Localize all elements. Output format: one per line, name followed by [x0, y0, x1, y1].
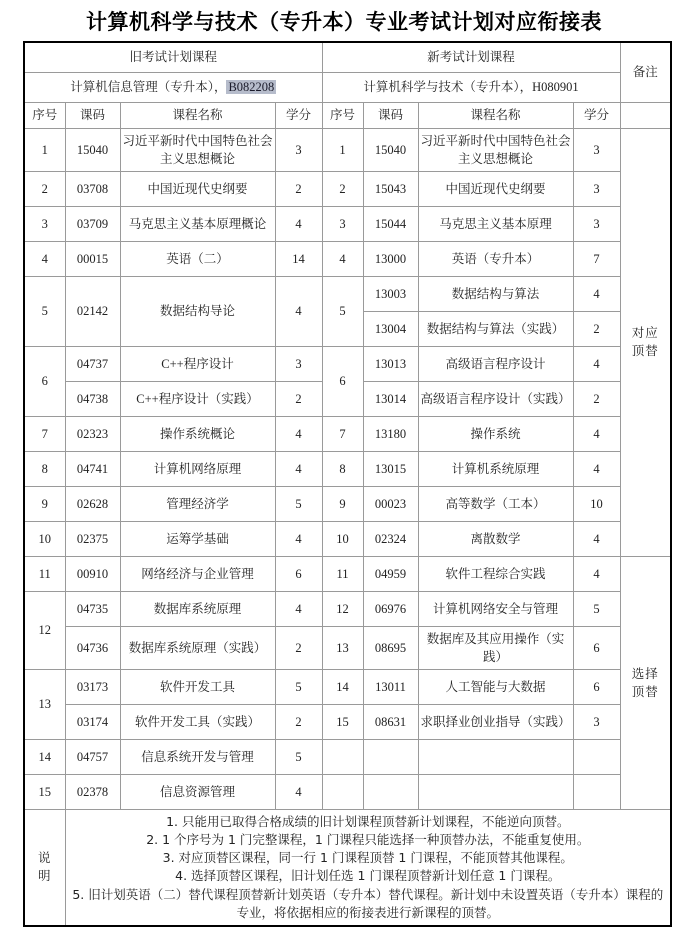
- new-credit: [573, 775, 620, 810]
- table-row: [24, 416, 671, 451]
- old-course-name: 中国近现代史纲要: [120, 171, 275, 206]
- table-row: [24, 451, 671, 486]
- old-code: 02378: [65, 775, 120, 810]
- new-credit: 7: [573, 241, 620, 276]
- new-code: 15040: [363, 128, 418, 171]
- note-item: 1. 只能用已取得合格成绩的旧计划课程顶替新计划课程，不能逆向顶替。: [166, 814, 570, 829]
- old-course-name: 管理经济学: [120, 486, 275, 521]
- new-credit: 3: [573, 128, 620, 171]
- table-row: [24, 128, 671, 171]
- new-credit: 3: [573, 705, 620, 740]
- table-row: [24, 626, 671, 669]
- old-course-name: 信息资源管理: [120, 775, 275, 810]
- new-credit: 10: [573, 486, 620, 521]
- table-row: [24, 206, 671, 241]
- new-code: 13014: [363, 381, 418, 416]
- old-code: 03709: [65, 206, 120, 241]
- old-code: 04736: [65, 626, 120, 669]
- new-seq: 7: [322, 416, 363, 451]
- old-course-name: C++程序设计（实践）: [120, 381, 275, 416]
- new-seq: [322, 775, 363, 810]
- table-row: [24, 705, 671, 740]
- new-course-name: [418, 740, 573, 775]
- old-code: 04757: [65, 740, 120, 775]
- old-seq: 9: [24, 486, 65, 521]
- old-credit: 2: [275, 705, 322, 740]
- note-item: 3. 对应顶替区课程，同一行 1 门课程顶替 1 门课程，不能顶替其他课程。: [162, 850, 573, 866]
- new-seq: 11: [322, 556, 363, 591]
- table-group-header-row: [24, 42, 671, 72]
- note-item: 2. 1 个序号为 1 门完整课程，1 门课程只能选择一种顶替办法，不能重复使用。: [146, 832, 590, 848]
- old-seq: 13: [24, 670, 65, 740]
- new-credit: 5: [573, 591, 620, 626]
- old-code: 03173: [65, 670, 120, 705]
- new-course-name: 数据结构与算法: [418, 276, 573, 311]
- new-course-name: 数据结构与算法（实践）: [418, 311, 573, 346]
- old-credit: 3: [275, 128, 322, 171]
- new-seq: [322, 740, 363, 775]
- table-row: [24, 521, 671, 556]
- new-code: 13011: [363, 670, 418, 705]
- new-seq: 5: [322, 276, 363, 346]
- new-credit: [573, 740, 620, 775]
- table-row: [24, 346, 671, 381]
- new-code: 13004: [363, 311, 418, 346]
- new-seq: 10: [322, 521, 363, 556]
- new-credit: 6: [573, 670, 620, 705]
- old-code: 00015: [65, 241, 120, 276]
- new-credit: 2: [573, 381, 620, 416]
- new-course-name: 马克思主义基本原理: [418, 206, 573, 241]
- table-row: [24, 740, 671, 775]
- old-code: 02375: [65, 521, 120, 556]
- old-course-name: 习近平新时代中国特色社会主义思想概论: [120, 128, 275, 171]
- col-header-new-seq: 序号: [322, 102, 363, 128]
- new-code: 13003: [363, 276, 418, 311]
- old-code: 15040: [65, 128, 120, 171]
- old-seq: 2: [24, 171, 65, 206]
- new-code: 13000: [363, 241, 418, 276]
- old-credit: 4: [275, 591, 322, 626]
- new-course-name: 离散数学: [418, 521, 573, 556]
- page-title: 计算机科学与技术（专升本）专业考试计划对应衔接表: [86, 10, 602, 34]
- new-code: 06976: [363, 591, 418, 626]
- new-seq: 12: [322, 591, 363, 626]
- new-seq: 2: [322, 171, 363, 206]
- new-credit: 2: [573, 311, 620, 346]
- old-course-name: 数据库系统原理: [120, 591, 275, 626]
- course-mapping-table: [23, 41, 672, 927]
- old-credit: 2: [275, 171, 322, 206]
- new-credit: 4: [573, 276, 620, 311]
- old-course-name: C++程序设计: [120, 346, 275, 381]
- old-seq: 10: [24, 521, 65, 556]
- new-course-name: 操作系统: [418, 416, 573, 451]
- old-course-name: 数据库系统原理（实践）: [120, 626, 275, 669]
- col-header-old-name: 课程名称: [120, 102, 275, 128]
- old-seq: 5: [24, 276, 65, 346]
- old-seq: 4: [24, 241, 65, 276]
- old-credit: 2: [275, 381, 322, 416]
- old-plan-code: B082208: [228, 79, 275, 94]
- header-remark: 备注: [620, 42, 671, 102]
- new-seq: 9: [322, 486, 363, 521]
- old-seq: 7: [24, 416, 65, 451]
- new-course-name: 高级语言程序设计（实践）: [418, 381, 573, 416]
- old-course-name: 操作系统概论: [120, 416, 275, 451]
- table-row: [24, 486, 671, 521]
- col-header-new-credit: 学分: [573, 102, 620, 128]
- new-course-name: 高级语言程序设计: [418, 346, 573, 381]
- new-credit: 4: [573, 451, 620, 486]
- table-row: [24, 591, 671, 626]
- old-credit: 5: [275, 740, 322, 775]
- old-credit: 3: [275, 346, 322, 381]
- old-seq: 8: [24, 451, 65, 486]
- remark-corresponding: 对应 顶替: [620, 128, 671, 556]
- old-code: 00910: [65, 556, 120, 591]
- col-header-old-credit: 学分: [275, 102, 322, 128]
- note-item: 5. 旧计划英语（二）替代课程顶替新计划英语（专升本）替代课程。新计划中未设置英语（专升本）课程的专业，将依据相应的衔接表进行新课程的顶替。: [72, 886, 664, 920]
- new-course-name: 高等数学（工本）: [418, 486, 573, 521]
- old-code: 04741: [65, 451, 120, 486]
- table-row: [24, 670, 671, 705]
- table-row: [24, 775, 671, 810]
- old-seq: 3: [24, 206, 65, 241]
- new-seq: 3: [322, 206, 363, 241]
- new-credit: 4: [573, 521, 620, 556]
- new-code: 15043: [363, 171, 418, 206]
- old-code: 04738: [65, 381, 120, 416]
- new-course-name: 计算机网络安全与管理: [418, 591, 573, 626]
- new-credit: 3: [573, 171, 620, 206]
- notes-label: 说 明: [24, 810, 65, 926]
- old-course-name: 数据结构导论: [120, 276, 275, 346]
- old-credit: 4: [275, 416, 322, 451]
- old-credit: 4: [275, 451, 322, 486]
- old-credit: 5: [275, 670, 322, 705]
- col-header-old-seq: 序号: [24, 102, 65, 128]
- old-course-name: 英语（二）: [120, 241, 275, 276]
- header-old-plan-group: 旧考试计划课程: [24, 42, 322, 72]
- note-item: 4. 选择顶替区课程，旧计划任选 1 门课程顶替新计划任意 1 门课程。: [175, 868, 561, 884]
- new-credit: 4: [573, 556, 620, 591]
- old-credit: 2: [275, 626, 322, 669]
- new-course-name: 软件工程综合实践: [418, 556, 573, 591]
- new-code: 13015: [363, 451, 418, 486]
- old-course-name: 信息系统开发与管理: [120, 740, 275, 775]
- new-plan-name: 计算机科学与技术（专升本），H080901: [322, 72, 620, 102]
- old-credit: 6: [275, 556, 322, 591]
- old-code: 04737: [65, 346, 120, 381]
- old-seq: 14: [24, 740, 65, 775]
- old-seq: 12: [24, 591, 65, 669]
- new-course-name: 人工智能与大数据: [418, 670, 573, 705]
- remark-selective: 选择 顶替: [620, 556, 671, 809]
- new-seq: 13: [322, 626, 363, 669]
- old-seq: 11: [24, 556, 65, 591]
- new-seq: 1: [322, 128, 363, 171]
- old-course-name: 运筹学基础: [120, 521, 275, 556]
- col-header-new-name: 课程名称: [418, 102, 573, 128]
- old-code: 02628: [65, 486, 120, 521]
- old-code: 02142: [65, 276, 120, 346]
- table-column-header-row: [24, 102, 671, 128]
- new-course-name: 计算机系统原理: [418, 451, 573, 486]
- old-seq: 1: [24, 128, 65, 171]
- new-code: 08631: [363, 705, 418, 740]
- new-credit: 3: [573, 206, 620, 241]
- table-row: [24, 556, 671, 591]
- table-row: [24, 241, 671, 276]
- new-code: 13013: [363, 346, 418, 381]
- old-course-name: 马克思主义基本原理概论: [120, 206, 275, 241]
- new-seq: 6: [322, 346, 363, 416]
- table-row: [24, 276, 671, 311]
- old-code: 02323: [65, 416, 120, 451]
- old-code: 03174: [65, 705, 120, 740]
- new-code: 13180: [363, 416, 418, 451]
- col-header-remark-empty: [620, 102, 671, 128]
- new-seq: 8: [322, 451, 363, 486]
- new-code: 04959: [363, 556, 418, 591]
- new-course-name: 英语（专升本）: [418, 241, 573, 276]
- new-course-name: 求职择业创业指导（实践）: [418, 705, 573, 740]
- col-header-old-code: 课码: [65, 102, 120, 128]
- new-seq: 14: [322, 670, 363, 705]
- new-code: 15044: [363, 206, 418, 241]
- new-course-name: 中国近现代史纲要: [418, 171, 573, 206]
- new-credit: 6: [573, 626, 620, 669]
- new-code: [363, 775, 418, 810]
- notes-content: [65, 810, 671, 926]
- old-credit: 4: [275, 521, 322, 556]
- old-credit: 5: [275, 486, 322, 521]
- new-credit: 4: [573, 416, 620, 451]
- notes-row: [24, 810, 671, 926]
- new-course-name: 习近平新时代中国特色社会主义思想概论: [418, 128, 573, 171]
- old-course-name: 软件开发工具: [120, 670, 275, 705]
- new-code: 08695: [363, 626, 418, 669]
- new-seq: 15: [322, 705, 363, 740]
- new-code: 02324: [363, 521, 418, 556]
- header-new-plan-group: 新考试计划课程: [322, 42, 620, 72]
- new-code: [363, 740, 418, 775]
- old-seq: 15: [24, 775, 65, 810]
- old-credit: 4: [275, 276, 322, 346]
- old-course-name: 计算机网络原理: [120, 451, 275, 486]
- course-mapping-table-container: [23, 41, 665, 927]
- old-course-name: 软件开发工具（实践）: [120, 705, 275, 740]
- old-credit: 14: [275, 241, 322, 276]
- old-course-name: 网络经济与企业管理: [120, 556, 275, 591]
- old-credit: 4: [275, 775, 322, 810]
- old-code: 04735: [65, 591, 120, 626]
- old-seq: 6: [24, 346, 65, 416]
- new-seq: 4: [322, 241, 363, 276]
- new-code: 00023: [363, 486, 418, 521]
- old-code: 03708: [65, 171, 120, 206]
- new-credit: 4: [573, 346, 620, 381]
- col-header-new-code: 课码: [363, 102, 418, 128]
- table-row: [24, 171, 671, 206]
- table-plan-name-row: [24, 72, 671, 102]
- new-course-name: 数据库及其应用操作（实践）: [418, 626, 573, 669]
- old-plan-name: 计算机信息管理（专升本）， B082208: [24, 72, 322, 102]
- new-course-name: [418, 775, 573, 810]
- old-credit: 4: [275, 206, 322, 241]
